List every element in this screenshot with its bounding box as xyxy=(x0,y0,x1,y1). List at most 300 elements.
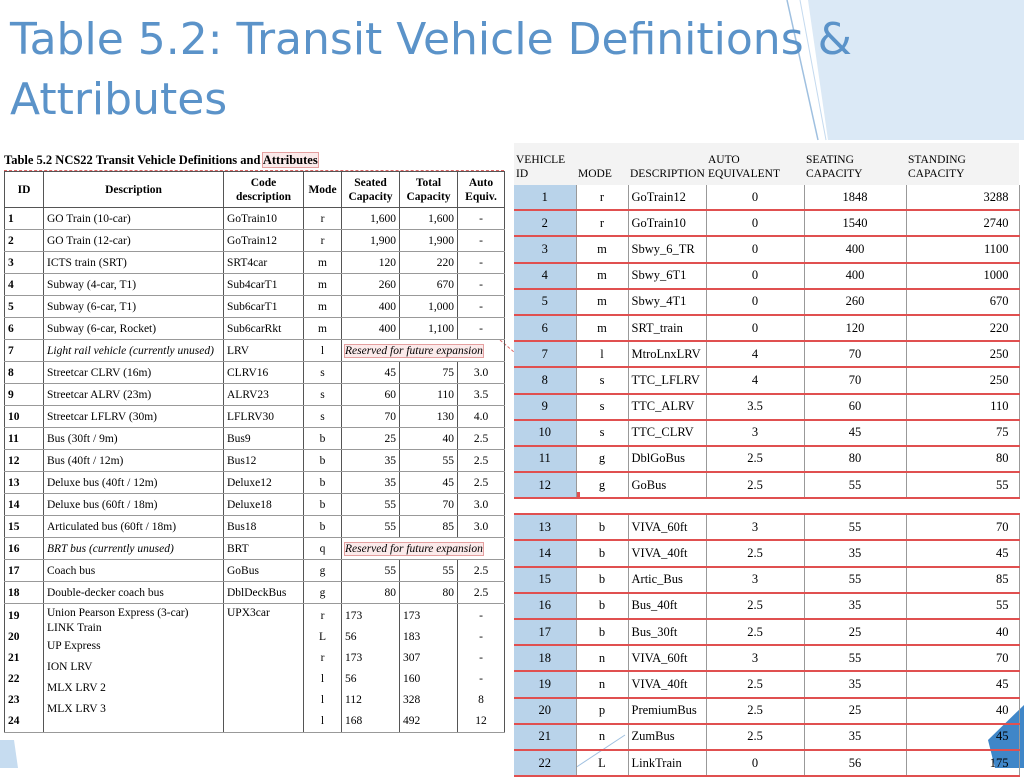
row-auto-equiv: - xyxy=(458,274,505,296)
vehicle-mode: s xyxy=(576,420,628,446)
col-header: Seated Capacity xyxy=(342,172,400,208)
vehicle-auto-equivalent: 3 xyxy=(706,514,804,540)
block-line: 168 xyxy=(345,715,363,727)
vehicle-mode: b xyxy=(576,619,628,645)
vehicle-description: TTC_CLRV xyxy=(628,420,706,446)
row-seated: 25 xyxy=(342,428,400,450)
block-line: 56 xyxy=(345,631,357,643)
row-total: 1,000 xyxy=(400,296,458,318)
row-total: 670 xyxy=(400,274,458,296)
vehicle-seating-capacity: 55 xyxy=(804,567,906,593)
block-line: 24 xyxy=(8,715,20,727)
row-id: 11 xyxy=(5,428,44,450)
vehicle-id: 18 xyxy=(514,645,576,671)
vehicle-description: PremiumBus xyxy=(628,698,706,724)
vehicle-auto-equivalent: 3 xyxy=(706,645,804,671)
gap-cell xyxy=(906,498,1019,514)
vehicle-auto-equivalent: 2.5 xyxy=(706,698,804,724)
vehicle-mode: p xyxy=(576,698,628,724)
row-description: ICTS train (SRT) xyxy=(44,252,224,274)
left-table xyxy=(4,171,505,733)
row-description: Streetcar CLRV (16m) xyxy=(44,362,224,384)
table-row xyxy=(5,582,505,604)
row-mode: m xyxy=(304,274,342,296)
vehicle-id: 21 xyxy=(514,724,576,750)
vehicle-mode: m xyxy=(576,236,628,262)
row-code: Deluxe12 xyxy=(224,472,304,494)
block-line: 160 xyxy=(403,673,421,685)
vehicle-mode: r xyxy=(576,210,628,236)
table-row xyxy=(514,750,1019,776)
col-header: AUTO EQUIVALENT xyxy=(706,143,804,185)
block-cell-code xyxy=(224,604,304,733)
vehicle-description: LinkTrain xyxy=(628,750,706,776)
vehicle-mode: m xyxy=(576,289,628,315)
row-auto-equiv: 3.0 xyxy=(458,516,505,538)
block-line: 12 xyxy=(475,715,487,727)
caption-highlight: Attributes xyxy=(262,153,318,167)
table-row xyxy=(514,698,1019,724)
row-mode: g xyxy=(304,582,342,604)
vehicle-description: Sbwy_6_TR xyxy=(628,236,706,262)
right-table xyxy=(514,143,1020,777)
vehicle-standing-capacity: 55 xyxy=(906,593,1019,619)
block-line: - xyxy=(479,673,483,685)
row-id: 9 xyxy=(5,384,44,406)
table-row xyxy=(514,263,1019,289)
table-row xyxy=(514,210,1019,236)
vehicle-standing-capacity: 70 xyxy=(906,645,1019,671)
row-code: Deluxe18 xyxy=(224,494,304,516)
row-description: Bus (30ft / 9m) xyxy=(44,428,224,450)
block-cell-mode xyxy=(304,604,342,733)
row-seated: 55 xyxy=(342,494,400,516)
vehicle-mode: m xyxy=(576,263,628,289)
row-auto-equiv: - xyxy=(458,318,505,340)
row-auto-equiv: 2.5 xyxy=(458,582,505,604)
vehicle-id: 15 xyxy=(514,567,576,593)
row-code: Sub6carRkt xyxy=(224,318,304,340)
row-total: 75 xyxy=(400,362,458,384)
row-description: GO Train (12-car) xyxy=(44,230,224,252)
row-id: 10 xyxy=(5,406,44,428)
vehicle-description: GoBus xyxy=(628,472,706,498)
row-total: 1,900 xyxy=(400,230,458,252)
block-line: - xyxy=(479,610,483,622)
vehicle-mode: b xyxy=(576,514,628,540)
block-line: UP Express xyxy=(47,640,101,652)
vehicle-seating-capacity: 1540 xyxy=(804,210,906,236)
row-description: GO Train (10-car) xyxy=(44,208,224,230)
row-seated: 260 xyxy=(342,274,400,296)
row-id: 13 xyxy=(5,472,44,494)
row-code: Bus9 xyxy=(224,428,304,450)
row-id: 5 xyxy=(5,296,44,318)
vehicle-standing-capacity: 220 xyxy=(906,315,1019,341)
row-auto-equiv: 2.5 xyxy=(458,450,505,472)
vehicle-standing-capacity: 45 xyxy=(906,671,1019,697)
table-row xyxy=(5,516,505,538)
col-header: Auto Equiv. xyxy=(458,172,505,208)
row-seated: 1,900 xyxy=(342,230,400,252)
vehicle-auto-equivalent: 3 xyxy=(706,567,804,593)
row-mode: b xyxy=(304,494,342,516)
vehicle-auto-equivalent: 2.5 xyxy=(706,472,804,498)
vehicle-description: VIVA_60ft xyxy=(628,514,706,540)
vehicle-id: 1 xyxy=(514,185,576,210)
table-row xyxy=(5,472,505,494)
table-row xyxy=(5,318,505,340)
row-description: Double-decker coach bus xyxy=(44,582,224,604)
row-mode: g xyxy=(304,560,342,582)
vehicle-mode: n xyxy=(576,671,628,697)
row-seated: 1,600 xyxy=(342,208,400,230)
vehicle-id: 10 xyxy=(514,420,576,446)
row-auto-equiv: 2.5 xyxy=(458,560,505,582)
row-id: 4 xyxy=(5,274,44,296)
vehicle-id: 14 xyxy=(514,540,576,566)
vehicle-id: 8 xyxy=(514,367,576,393)
row-seated: 120 xyxy=(342,252,400,274)
row-id: 12 xyxy=(5,450,44,472)
vehicle-auto-equivalent: 2.5 xyxy=(706,540,804,566)
block-cell-auto xyxy=(458,604,505,733)
row-mode: m xyxy=(304,318,342,340)
vehicle-standing-capacity: 110 xyxy=(906,394,1019,420)
vehicle-mode: m xyxy=(576,315,628,341)
row-mode: r xyxy=(304,208,342,230)
row-auto-equiv: 4.0 xyxy=(458,406,505,428)
row-description: Streetcar ALRV (23m) xyxy=(44,384,224,406)
vehicle-auto-equivalent: 0 xyxy=(706,263,804,289)
table-row xyxy=(5,538,505,560)
row-auto-equiv: - xyxy=(458,230,505,252)
vehicle-standing-capacity: 1100 xyxy=(906,236,1019,262)
block-line: l xyxy=(320,673,325,685)
vehicle-seating-capacity: 35 xyxy=(804,724,906,750)
vehicle-attributes-table xyxy=(514,143,1019,777)
row-mode: s xyxy=(304,384,342,406)
table-row xyxy=(514,671,1019,697)
row-description: Articulated bus (60ft / 18m) xyxy=(44,516,224,538)
vehicle-description: Bus_30ft xyxy=(628,619,706,645)
col-header: Total Capacity xyxy=(400,172,458,208)
block-line: l xyxy=(320,694,325,706)
table-row xyxy=(514,645,1019,671)
block-line: 183 xyxy=(403,631,421,643)
table-row xyxy=(514,394,1019,420)
vehicle-standing-capacity: 670 xyxy=(906,289,1019,315)
row-id: 7 xyxy=(5,340,44,362)
table-row xyxy=(5,560,505,582)
table-row xyxy=(514,341,1019,367)
block-cell-desc xyxy=(44,604,224,733)
row-total: 80 xyxy=(400,582,458,604)
vehicle-standing-capacity: 1000 xyxy=(906,263,1019,289)
row-code: Sub4carT1 xyxy=(224,274,304,296)
block-line: Union Pearson Express (3-car) xyxy=(47,607,189,619)
row-id: 3 xyxy=(5,252,44,274)
vehicle-standing-capacity: 70 xyxy=(906,514,1019,540)
row-code: Bus18 xyxy=(224,516,304,538)
col-header: Mode xyxy=(304,172,342,208)
row-code: DblDeckBus xyxy=(224,582,304,604)
row-code: GoBus xyxy=(224,560,304,582)
vehicle-description: VIVA_60ft xyxy=(628,645,706,671)
vehicle-standing-capacity: 3288 xyxy=(906,185,1019,210)
vehicle-mode: s xyxy=(576,367,628,393)
row-mode: b xyxy=(304,516,342,538)
vehicle-description: VIVA_40ft xyxy=(628,671,706,697)
table-row xyxy=(514,514,1019,540)
row-mode: s xyxy=(304,362,342,384)
vehicle-id: 20 xyxy=(514,698,576,724)
row-seated: 400 xyxy=(342,318,400,340)
vehicle-seating-capacity: 35 xyxy=(804,671,906,697)
vehicle-mode: l xyxy=(576,341,628,367)
table-row xyxy=(5,450,505,472)
vehicle-standing-capacity: 250 xyxy=(906,341,1019,367)
row-total: 55 xyxy=(400,450,458,472)
block-line: 173 xyxy=(345,652,363,664)
block-line: l xyxy=(320,715,325,727)
block-line: MLX LRV 2 xyxy=(47,682,106,694)
vehicle-seating-capacity: 70 xyxy=(804,367,906,393)
vehicle-id: 4 xyxy=(514,263,576,289)
corner-shape-bottom xyxy=(0,740,18,768)
row-reserved-note xyxy=(342,538,505,560)
block-line: 19 xyxy=(8,610,20,622)
row-description: Subway (6-car, T1) xyxy=(44,296,224,318)
block-line: UPX3car xyxy=(227,607,270,619)
row-mode: r xyxy=(304,230,342,252)
vehicle-seating-capacity: 260 xyxy=(804,289,906,315)
vehicle-seating-capacity: 70 xyxy=(804,341,906,367)
row-code: ALRV23 xyxy=(224,384,304,406)
row-mode: m xyxy=(304,296,342,318)
vehicle-standing-capacity: 75 xyxy=(906,420,1019,446)
vehicle-mode: b xyxy=(576,567,628,593)
row-id: 16 xyxy=(5,538,44,560)
vehicle-standing-capacity: 250 xyxy=(906,367,1019,393)
vehicle-auto-equivalent: 4 xyxy=(706,341,804,367)
vehicle-id: 17 xyxy=(514,619,576,645)
vehicle-auto-equivalent: 0 xyxy=(706,750,804,776)
vehicle-seating-capacity: 1848 xyxy=(804,185,906,210)
row-auto-equiv: 2.5 xyxy=(458,472,505,494)
row-mode: q xyxy=(304,538,342,560)
vehicle-auto-equivalent: 2.5 xyxy=(706,724,804,750)
row-mode: m xyxy=(304,252,342,274)
table-gap-row xyxy=(514,498,1019,514)
vehicle-mode: r xyxy=(576,185,628,210)
vehicle-id: 2 xyxy=(514,210,576,236)
row-total: 70 xyxy=(400,494,458,516)
vehicle-id: 5 xyxy=(514,289,576,315)
row-code: Bus12 xyxy=(224,450,304,472)
row-id: 6 xyxy=(5,318,44,340)
table-row xyxy=(514,619,1019,645)
vehicle-mode: b xyxy=(576,540,628,566)
vehicle-description: Sbwy_6T1 xyxy=(628,263,706,289)
vehicle-description: GoTrain10 xyxy=(628,210,706,236)
vehicle-standing-capacity: 40 xyxy=(906,698,1019,724)
row-reserved-note xyxy=(342,340,505,362)
row-id: 17 xyxy=(5,560,44,582)
reserved-text: Reserved for future expansion xyxy=(345,344,483,357)
gap-cell xyxy=(628,498,706,514)
vehicle-auto-equivalent: 2.5 xyxy=(706,671,804,697)
vehicle-seating-capacity: 25 xyxy=(804,698,906,724)
row-code: SRT4car xyxy=(224,252,304,274)
block-line: 23 xyxy=(8,694,20,706)
gap-cell xyxy=(514,498,576,514)
row-seated: 60 xyxy=(342,384,400,406)
table-row xyxy=(5,494,505,516)
vehicle-auto-equivalent: 0 xyxy=(706,210,804,236)
vehicle-seating-capacity: 56 xyxy=(804,750,906,776)
vehicle-id: 7 xyxy=(514,341,576,367)
col-header: VEHICLE ID xyxy=(514,143,576,185)
vehicle-description: SRT_train xyxy=(628,315,706,341)
vehicle-description: GoTrain12 xyxy=(628,185,706,210)
vehicle-id: 22 xyxy=(514,750,576,776)
vehicle-mode: g xyxy=(576,446,628,472)
table-row xyxy=(5,208,505,230)
row-seated: 70 xyxy=(342,406,400,428)
block-cell-ids xyxy=(5,604,44,733)
row-description: Streetcar LFLRV (30m) xyxy=(44,406,224,428)
block-line: 8 xyxy=(478,694,484,706)
vehicle-mode: L xyxy=(576,750,628,776)
vehicle-auto-equivalent: 2.5 xyxy=(706,593,804,619)
vehicle-standing-capacity: 80 xyxy=(906,446,1019,472)
row-id: 8 xyxy=(5,362,44,384)
row-total: 110 xyxy=(400,384,458,406)
block-line: - xyxy=(479,631,483,643)
table-row xyxy=(5,230,505,252)
row-total: 40 xyxy=(400,428,458,450)
vehicle-auto-equivalent: 0 xyxy=(706,315,804,341)
row-id: 2 xyxy=(5,230,44,252)
vehicle-id: 13 xyxy=(514,514,576,540)
vehicle-standing-capacity: 45 xyxy=(906,724,1019,750)
vehicle-seating-capacity: 55 xyxy=(804,472,906,498)
row-description: Light rail vehicle (currently unused) xyxy=(44,340,224,362)
row-mode: s xyxy=(304,406,342,428)
block-line: 112 xyxy=(345,694,362,706)
table-row-block xyxy=(5,604,505,733)
row-description: Deluxe bus (40ft / 12m) xyxy=(44,472,224,494)
row-id: 1 xyxy=(5,208,44,230)
vehicle-seating-capacity: 120 xyxy=(804,315,906,341)
ncs22-vehicle-table xyxy=(4,150,504,733)
row-seated: 400 xyxy=(342,296,400,318)
block-line: ION LRV xyxy=(47,661,93,673)
vehicle-seating-capacity: 35 xyxy=(804,540,906,566)
vehicle-description: Artic_Bus xyxy=(628,567,706,593)
table-row xyxy=(514,593,1019,619)
block-line: L xyxy=(318,631,327,643)
vehicle-description: Sbwy_4T1 xyxy=(628,289,706,315)
vehicle-description: DblGoBus xyxy=(628,446,706,472)
row-auto-equiv: 3.0 xyxy=(458,362,505,384)
col-header: ID xyxy=(5,172,44,208)
vehicle-mode: g xyxy=(576,472,628,498)
vehicle-seating-capacity: 400 xyxy=(804,236,906,262)
row-seated: 35 xyxy=(342,450,400,472)
table-row xyxy=(5,252,505,274)
vehicle-mode: n xyxy=(576,645,628,671)
table-row xyxy=(5,296,505,318)
block-line: 328 xyxy=(403,694,421,706)
row-description: Subway (6-car, Rocket) xyxy=(44,318,224,340)
vehicle-seating-capacity: 55 xyxy=(804,645,906,671)
block-line: r xyxy=(320,652,325,664)
row-description: Bus (40ft / 12m) xyxy=(44,450,224,472)
row-id: 14 xyxy=(5,494,44,516)
row-mode: b xyxy=(304,428,342,450)
row-auto-equiv: 3.0 xyxy=(458,494,505,516)
vehicle-id: 16 xyxy=(514,593,576,619)
vehicle-seating-capacity: 45 xyxy=(804,420,906,446)
table-row xyxy=(514,446,1019,472)
vehicle-seating-capacity: 400 xyxy=(804,263,906,289)
block-line: 173 xyxy=(403,610,421,622)
vehicle-standing-capacity: 175 xyxy=(906,750,1019,776)
row-mode: l xyxy=(304,340,342,362)
page-title: Table 5.2: Transit Vehicle Definitions & Attributes xyxy=(10,14,852,125)
row-seated: 45 xyxy=(342,362,400,384)
row-auto-equiv: - xyxy=(458,208,505,230)
row-code: GoTrain12 xyxy=(224,230,304,252)
vehicle-id: 11 xyxy=(514,446,576,472)
vehicle-standing-capacity: 2740 xyxy=(906,210,1019,236)
row-code: CLRV16 xyxy=(224,362,304,384)
vehicle-auto-equivalent: 0 xyxy=(706,185,804,210)
table-row xyxy=(514,567,1019,593)
block-line: - xyxy=(479,652,483,664)
row-seated: 55 xyxy=(342,560,400,582)
vehicle-seating-capacity: 55 xyxy=(804,514,906,540)
block-line: 21 xyxy=(8,652,20,664)
vehicle-seating-capacity: 80 xyxy=(804,446,906,472)
table-row xyxy=(5,384,505,406)
vehicle-auto-equivalent: 2.5 xyxy=(706,446,804,472)
block-line: LINK Train xyxy=(47,622,102,634)
row-description: Deluxe bus (60ft / 18m) xyxy=(44,494,224,516)
table-row xyxy=(514,724,1019,750)
table-row xyxy=(514,540,1019,566)
table-row xyxy=(514,420,1019,446)
block-cell-seated xyxy=(342,604,400,733)
col-header: Description xyxy=(44,172,224,208)
vehicle-standing-capacity: 55 xyxy=(906,472,1019,498)
vehicle-standing-capacity: 45 xyxy=(906,540,1019,566)
gap-cell xyxy=(804,498,906,514)
vehicle-id: 12 xyxy=(514,472,576,498)
row-mode: b xyxy=(304,472,342,494)
col-header: STANDING CAPACITY xyxy=(906,143,1019,185)
block-line: 492 xyxy=(403,715,421,727)
row-id: 15 xyxy=(5,516,44,538)
block-line: MLX LRV 3 xyxy=(47,703,106,715)
row-auto-equiv: - xyxy=(458,296,505,318)
vehicle-id: 6 xyxy=(514,315,576,341)
vehicle-auto-equivalent: 3 xyxy=(706,420,804,446)
vehicle-auto-equivalent: 2.5 xyxy=(706,619,804,645)
block-cell-total xyxy=(400,604,458,733)
